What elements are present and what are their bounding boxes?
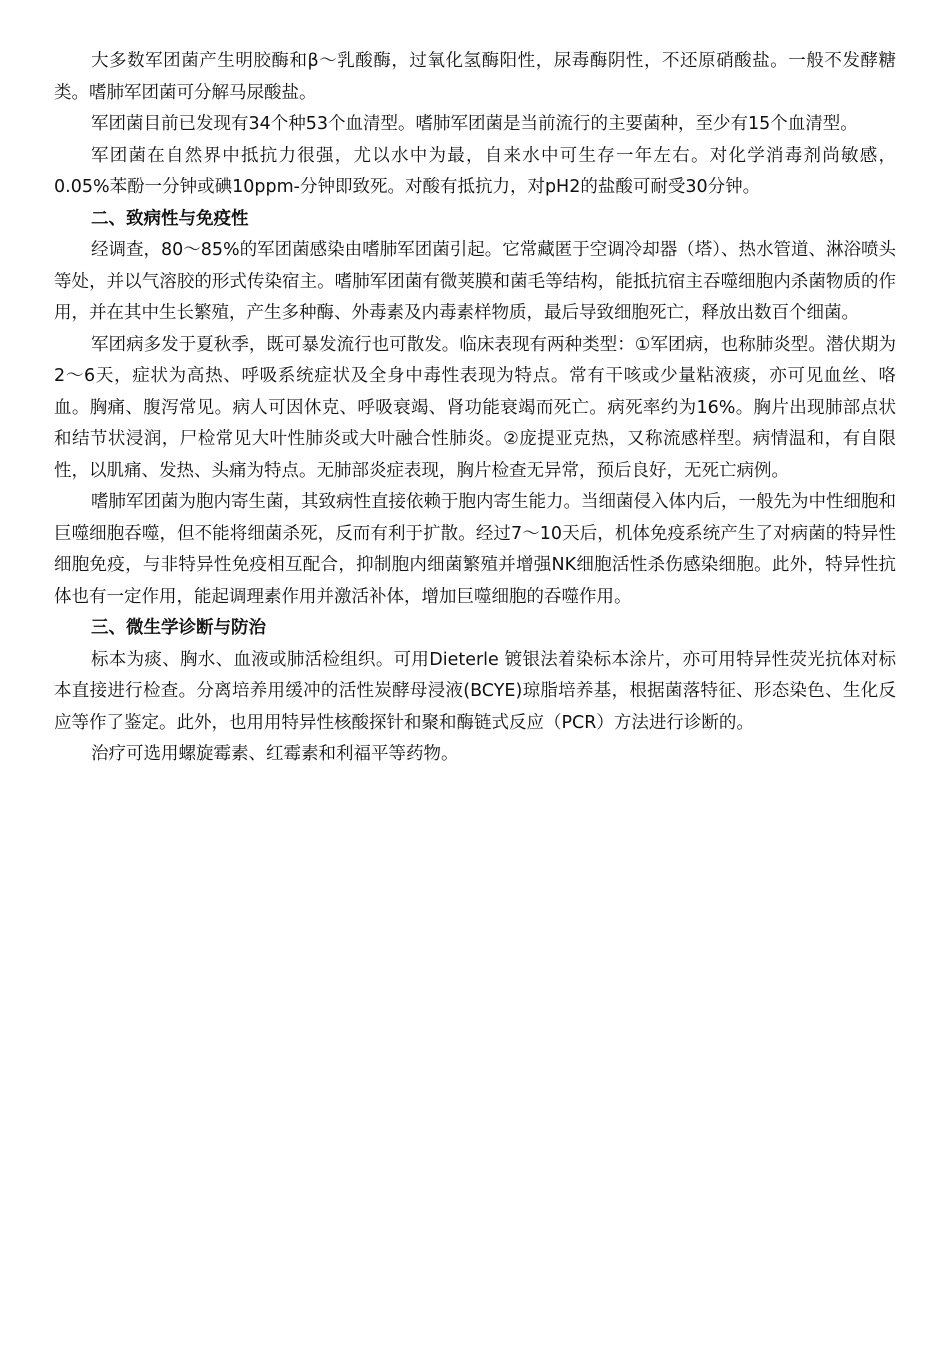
paragraph-resistance: 军团菌在自然界中抵抗力很强，尤以水中为最，自来水中可生存一年左右。对化学消毒剂尚敏感，0.05%苯酚一分钟或碘10ppm-分钟即致死。对酸有抵抗力，对pH2的盐酸可耐受30分钟。 <box>54 145 896 197</box>
document-page <box>54 46 896 771</box>
paragraph-treatment: 治疗可选用螺旋霉素、红霉素和利福平等药物。 <box>91 744 459 764</box>
section-heading-diagnosis: 三、微生学诊断与防治 <box>91 618 266 638</box>
paragraph-serotypes: 军团菌目前已发现有34个种53个血清型。嗜肺军团菌是当前流行的主要菌种，至少有15个血清型。 <box>91 114 858 134</box>
paragraph-clinical-types: 军团病多发于夏秋季，既可暴发流行也可散发。临床表现有两种类型：①军团病，也称肺炎型。潜伏期为2～6天，症状为高热、呼吸系统症状及全身中毒性表现为特点。常有干咳或少量粘液痰，亦可见血丝、咯血。胸痛、腹泻常见。病人可因休克、呼吸衰竭、肾功能衰竭而死亡。病死率约为16%。胸片出现肺部点状和结节状浸润，尸检常见大叶性肺炎或大叶融合性肺炎。②庞提亚克热，又称流感样型。病情温和，有自限性，以肌痛、发热、头痛为特点。无肺部炎症表现，胸片检查无异常，预后良好，无死亡病例。 <box>54 334 896 481</box>
paragraph-infection-source: 经调查，80～85%的军团菌感染由嗜肺军团菌引起。它常藏匿于空调冷却器（塔）、热水管道、淋浴喷头等处，并以气溶胶的形式传染宿主。嗜肺军团菌有微荚膜和菌毛等结构，能抵抗宿主吞噬细胞内杀菌物质的作用，并在其中生长繁殖，产生多种酶、外毒素及内毒素样物质，最后导致细胞死亡，释放出数百个细菌。 <box>54 240 896 323</box>
paragraph-diagnosis: 标本为痰、胸水、血液或肺活检组织。可用Dieterle 镀银法着染标本涂片，亦可用特异性荧光抗体对标本直接进行检查。分离培养用缓冲的活性炭酵母浸液(BCYE)琼脂培养基，根据菌落特征、形态染色、生化反应等作了鉴定。此外，也用用特异性核酸探针和聚和酶链式反应（PCR）方法进行诊断的。 <box>54 649 896 733</box>
paragraph-enzymes: 大多数军团菌产生明胶酶和β～乳酸酶，过氧化氢酶阳性，尿毒酶阴性，不还原硝酸盐。一般不发酵糖类。嗜肺军团菌可分解马尿酸盐。 <box>54 51 896 103</box>
paragraph-immunity: 嗜肺军团菌为胞内寄生菌，其致病性直接依赖于胞内寄生能力。当细菌侵入体内后，一般先为中性细胞和巨噬细胞吞噬，但不能将细菌杀死，反而有利于扩散。经过7～10天后，机体免疫系统产生了对病菌的特异性细胞免疫，与非特异性免疫相互配合，抑制胞内细菌繁殖并增强NK细胞活性杀伤感染细胞。此外，特异性抗体也有一定作用，能起调理素作用并激活补体，增加巨噬细胞的吞噬作用。 <box>54 492 896 607</box>
section-heading-pathogenicity: 二、致病性与免疫性 <box>91 208 249 229</box>
